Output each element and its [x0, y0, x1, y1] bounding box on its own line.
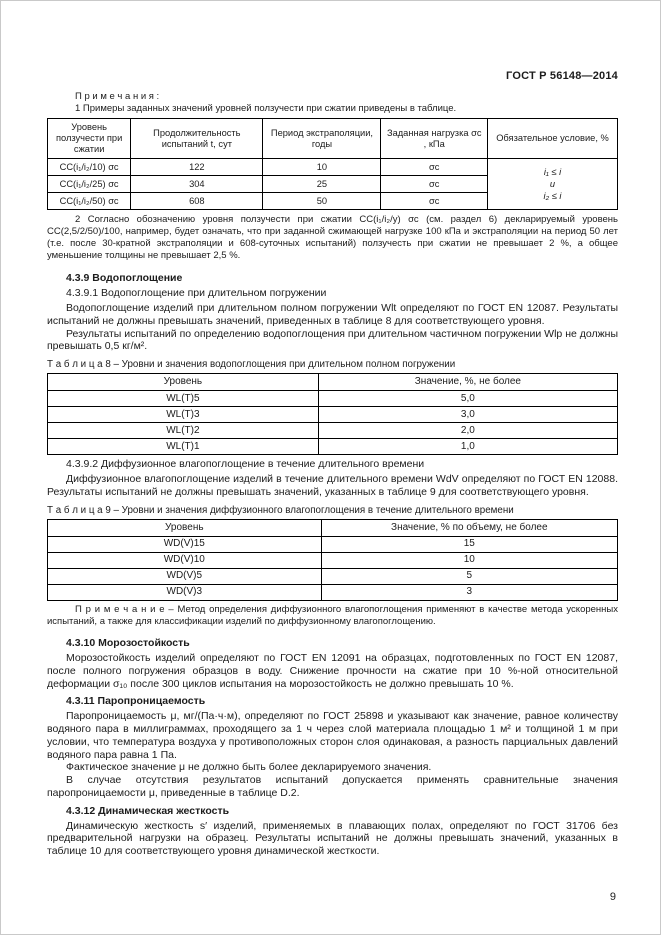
table-cell: WD(V)15 — [48, 536, 322, 552]
table-cell: 3 — [321, 584, 617, 600]
table-8-col-value: Значение, %, не более — [318, 374, 617, 391]
table-cell: WL(T)2 — [48, 423, 319, 439]
notes-label: П р и м е ч а н и я : — [75, 91, 160, 102]
table-9-note: П р и м е ч а н и е – Метод определения диффузионного влагопоглощения применяют в качестве метода ускоренных испытаний, а также для классификации изделий по диффузионному влагопоглощению. — [47, 603, 618, 627]
creep-col-extrapolation: Период экстраполяции, годы — [263, 119, 381, 159]
table-cell: 10 — [263, 159, 381, 176]
page-number: 9 — [609, 891, 616, 903]
table-cell: CC(i₁/i₂/10) σc — [48, 159, 131, 176]
table-cell: WL(T)3 — [48, 407, 319, 423]
table-8-col-level: Уровень — [48, 374, 319, 391]
paragraph: Водопоглощение изделий при длительном полном погружении Wlt определяют по ГОСТ EN 12087. Результаты испытаний не должны превышать значений, приведенных в таблице 8 для соответствующего уровня. — [47, 302, 618, 327]
table-cell: WD(V)5 — [48, 568, 322, 584]
creep-col-level: Уровень ползучести при сжатии — [48, 119, 131, 159]
table-cell: 304 — [131, 176, 263, 193]
table-cell: 1,0 — [318, 439, 617, 455]
heading-4-3-9-1: 4.3.9.1 Водопоглощение при длительном погружении — [66, 287, 327, 300]
creep-condition-cell — [488, 159, 618, 210]
paragraph: В случае отсутствия результатов испытаний допускается применять сравнительные значения паропроницаемости μ, приведенные в таблице D.2. — [47, 774, 618, 799]
table-cell: 2,0 — [318, 423, 617, 439]
notes-block — [47, 91, 618, 115]
note-item-2: 2 Согласно обозначению уровня ползучести при сжатии CC(i₁/i₂/y) σc (см. раздел 6) декларируемый уровень CC(2,5/2/50)/100, например, будет означать, что при заданной сжимающей нагрузке 100 кПа и экстраполяции на период 50 лет (т.е. после 30-кратной экстраполяции и 608-суточных испытаний) ползучесть при сжатии не превышает 2 %, а общее уменьшение толщины не превышает 2,5 %. — [47, 214, 618, 261]
table-9 — [47, 519, 618, 601]
paragraph: Динамическую жесткость s′ изделий, применяемых в плавающих полах, определяют по ГОСТ 31706 без предварительной нагрузки на образец. Результаты испытаний не должны превышать значений, указанных в таблице 10 для соответствующего уровня динамической жесткости. — [47, 819, 618, 858]
note-item-1: 1 Примеры заданных значений уровней ползучести при сжатии приведены в таблице. — [75, 103, 457, 114]
creep-table-header-row — [48, 119, 618, 159]
table-cell: σc — [381, 193, 488, 210]
table-row — [48, 584, 618, 600]
condition-line: i₂ ≤ i — [543, 191, 562, 201]
table-8-caption: Т а б л и ц а 8 – Уровни и значения водопоглощения при длительном полном погружении — [47, 359, 456, 371]
document-page — [47, 70, 618, 858]
table-8 — [47, 373, 618, 455]
table-row — [48, 536, 618, 552]
table-header-row — [48, 374, 618, 391]
table-cell: CC(i₁/i₂/50) σc — [48, 193, 131, 210]
table-cell: WD(V)3 — [48, 584, 322, 600]
table-row — [48, 391, 618, 407]
table-cell: 10 — [321, 552, 617, 568]
table-cell: WL(T)5 — [48, 391, 319, 407]
paragraph: Результаты испытаний по определению водопоглощения при длительном частичном погружении Wlp не должны превышать 0,5 кг/м². — [47, 327, 618, 353]
paragraph: Паропроницаемость μ, мг/(Па·ч·м), определяют по ГОСТ 25898 и указывают как значение, равное количеству водяного пара в миллиграммах, проходящего за 1 ч через слой материала площадью 1 м² и толщиной 1 м при условии, что температура воздуха у противоположных сторон слоя одинаковая, а разность парциальных давлений водяного пара равна 1 Па. — [47, 710, 618, 761]
table-cell: 608 — [131, 193, 263, 210]
table-cell: 15 — [321, 536, 617, 552]
table-9-caption: Т а б л и ц а 9 – Уровни и значения диффузионного влагопоглощения в течение длительного времени — [47, 504, 514, 516]
table-cell: σc — [381, 176, 488, 193]
heading-4-3-9: 4.3.9 Водопоглощение — [66, 271, 183, 284]
table-cell: WL(T)1 — [48, 439, 319, 455]
table-cell: 50 — [263, 193, 381, 210]
table-9-col-value: Значение, % по объему, не более — [321, 519, 617, 536]
table-cell: σc — [381, 159, 488, 176]
paragraph: Фактическое значение μ не должно быть более декларируемого значения. — [66, 761, 432, 774]
table-row — [48, 423, 618, 439]
table-row — [48, 159, 618, 176]
table-row — [48, 439, 618, 455]
heading-4-3-12: 4.3.12 Динамическая жесткость — [66, 804, 230, 817]
table-row — [48, 552, 618, 568]
heading-4-3-9-2: 4.3.9.2 Диффузионное влагопоглощение в течение длительного времени — [66, 458, 425, 471]
condition-line: и — [549, 179, 556, 189]
table-cell: 5 — [321, 568, 617, 584]
heading-4-3-10: 4.3.10 Морозостойкость — [66, 637, 190, 650]
table-header-row — [48, 519, 618, 536]
paragraph: Диффузионное влагопоглощение изделий в течение длительного времени WdV определяют по ГОСТ EN 12088. Результаты испытаний не должны превышать значений, указанных в таблице 9 для соответствующего уровня. — [47, 473, 618, 498]
creep-col-duration: Продолжительность испытаний t, сут — [131, 119, 263, 159]
doc-code: ГОСТ Р 56148—2014 — [506, 70, 618, 82]
table-cell: CC(i₁/i₂/25) σc — [48, 176, 131, 193]
paragraph: Морозостойкость изделий определяют по ГОСТ EN 12091 на образцах, подготовленных по ГОСТ EN 12087, после полного погружения образцов в воду. Снижение прочности на сжатие при 10 %-ной относительной деформации σ₁₀ после 300 циклов испытания на морозостойкость не должно превышать 10 %. — [47, 651, 618, 690]
condition-line: i₁ ≤ i — [543, 167, 562, 177]
creep-col-condition: Обязательное условие, % — [488, 119, 618, 159]
table-9-col-level: Уровень — [48, 519, 322, 536]
table-row — [48, 568, 618, 584]
table-cell: 5,0 — [318, 391, 617, 407]
heading-4-3-11: 4.3.11 Паропроницаемость — [66, 695, 206, 708]
table-cell: WD(V)10 — [48, 552, 322, 568]
table-cell: 3,0 — [318, 407, 617, 423]
creep-col-load: Заданная нагрузка σc , кПа — [381, 119, 488, 159]
creep-table — [47, 118, 618, 210]
table-row — [48, 407, 618, 423]
table-cell: 25 — [263, 176, 381, 193]
table-cell: 122 — [131, 159, 263, 176]
